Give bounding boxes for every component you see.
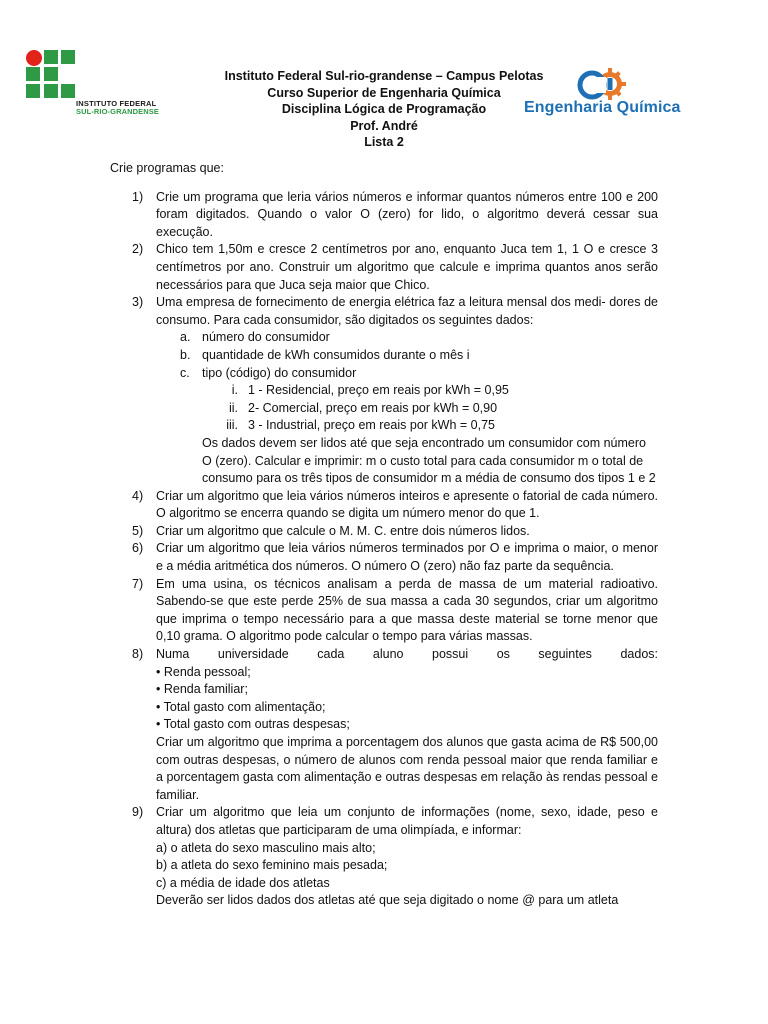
- header-list-title: Lista 2: [364, 135, 404, 149]
- question-line: c) a média de idade dos atletas: [156, 875, 330, 890]
- list-marker: ii.: [228, 400, 238, 415]
- question-2: [110, 241, 658, 294]
- if-logo-line1: INSTITUTO FEDERAL: [76, 99, 157, 108]
- list-item-text: tipo (código) do consumidor: [202, 365, 357, 380]
- question-number: 1): [132, 189, 144, 204]
- question-text: Criar um algoritmo que leia vários números inteiros e apresente o fatorial de cada número. O algoritmo se encerra quando se digita um número menor do que 1.: [156, 488, 658, 521]
- list-marker: i.: [231, 383, 238, 398]
- list-item: [156, 329, 658, 347]
- bullet-item: • Renda familiar;: [156, 682, 248, 697]
- question-line: b) a atleta do sexo feminino mais pesada;: [156, 858, 388, 873]
- question-number: 2): [132, 242, 144, 257]
- question-9: [110, 804, 658, 910]
- eq-logo-title: Engenharia Química: [524, 99, 681, 116]
- document-header: [200, 68, 568, 151]
- question-text: Crie um programa que leria vários números e informar quantos números entre 100 e 200 foram digitados. Quando o valor O (zero) for lido, o algoritmo deverá cessar sua execução.: [156, 189, 658, 239]
- if-logo: [24, 48, 164, 118]
- list-marker: b.: [180, 347, 191, 362]
- if-logo-grid-icon: [24, 48, 84, 98]
- header-institution: Instituto Federal Sul-rio-grandense – Campus Pelotas: [224, 69, 544, 83]
- bullet-item: • Renda pessoal;: [156, 664, 251, 679]
- list-subitem: [156, 382, 658, 400]
- question-1: [110, 189, 658, 242]
- question-number: 7): [132, 576, 144, 591]
- question-text: Em uma usina, os técnicos analisam a perda de massa de um material radioativo. Sabendo-se que este perde 25% de sua massa a cada 30 segundos, criar um algoritmo que imprima o tempo necessário para a que massa deste material se torne menor que 0,10 grama. O algoritmo pode calcular o tempo para várias massas.: [156, 576, 658, 644]
- question-8: [110, 646, 658, 804]
- header-course: Curso Superior de Engenharia Química: [267, 85, 501, 100]
- list-item-text: 3 - Industrial, preço em reais por kWh = 0,75: [248, 418, 495, 433]
- bullet-item: • Total gasto com outras despesas;: [156, 717, 350, 732]
- question-6: [110, 540, 658, 575]
- list-item: [156, 365, 658, 383]
- list-item-text: quantidade de kWh consumidos durante o mês i: [202, 347, 470, 362]
- question-number: 3): [132, 295, 144, 310]
- question-note: Criar um algoritmo que imprima a porcentagem dos alunos que gasta acima de R$ 500,00 com outras despesas, o número de alunos com renda pessoal maior que renda familiar e a porcentagem gasta com alimentação e outras despesas em relação às rendas pessoal e familiar.: [156, 735, 658, 802]
- list-marker: a.: [180, 330, 191, 345]
- list-item-text: 1 - Residencial, preço em reais por kWh = 0,95: [248, 383, 509, 398]
- list-item-text: número do consumidor: [202, 330, 330, 345]
- eq-gear-icon: [572, 68, 632, 102]
- question-3: [110, 294, 658, 488]
- header-discipline: Disciplina Lógica de Programação: [281, 102, 487, 116]
- list-item: [156, 347, 658, 365]
- question-note: Os dados devem ser lidos até que seja encontrado um consumidor com número O (zero). Calcular e imprimir: m o custo total para cada consumidor m o total de consumo para os três tipos de consumidor m a média de consumo dos tipos 1 e 2: [202, 435, 656, 486]
- question-number: 4): [132, 488, 144, 503]
- question-line: a) o atleta do sexo masculino mais alto;: [156, 840, 376, 855]
- list-subitem: [156, 417, 658, 435]
- question-text: Numa universidade cada aluno possui os seguintes dados:: [156, 647, 658, 662]
- header-professor: Prof. André: [350, 118, 418, 133]
- eq-logo: [520, 66, 690, 126]
- exercise-list: [110, 160, 658, 910]
- question-line: Deverão ser lidos dados dos atletas até que seja digitado o nome @ para um atleta: [156, 893, 619, 908]
- list-marker: iii.: [226, 418, 238, 433]
- question-4: [110, 488, 658, 523]
- intro-text: Crie programas que:: [110, 161, 224, 175]
- question-7: [110, 576, 658, 646]
- question-text: Criar um algoritmo que leia vários números terminados por O e imprima o maior, o menor e a média aritmética dos números. O número O (zero) não faz parte da sequência.: [156, 541, 658, 574]
- question-text: Uma empresa de fornecimento de energia elétrica faz a leitura mensal dos medi- dores de consumo. Para cada consumidor, são digitados os seguintes dados:: [156, 295, 658, 327]
- list-marker: c.: [180, 365, 190, 380]
- list-subitem: [156, 400, 658, 418]
- question-text: Criar um algoritmo que calcule o M. M. C. entre dois números lidos.: [156, 523, 530, 538]
- question-text: Chico tem 1,50m e cresce 2 centímetros por ano, enquanto Juca tem 1, 1 O e cresce 3 centímetros por ano. Construir um algoritmo que calcule e imprima quantos anos serão necessários para que Juca seja maior que Chico.: [156, 242, 658, 292]
- question-number: 9): [132, 805, 144, 820]
- if-logo-line2: SUL-RIO-GRANDENSE: [76, 107, 159, 116]
- question-number: 6): [132, 541, 144, 556]
- question-5: [110, 523, 658, 541]
- question-text: Criar um algoritmo que leia um conjunto de informações (nome, sexo, idade, peso e altura) dos atletas que participaram de uma olimpíada, e informar:: [156, 805, 658, 837]
- list-item-text: 2- Comercial, preço em reais por kWh = 0,90: [248, 400, 498, 415]
- question-number: 5): [132, 523, 144, 538]
- question-number: 8): [132, 647, 144, 662]
- bullet-item: • Total gasto com alimentação;: [156, 699, 326, 714]
